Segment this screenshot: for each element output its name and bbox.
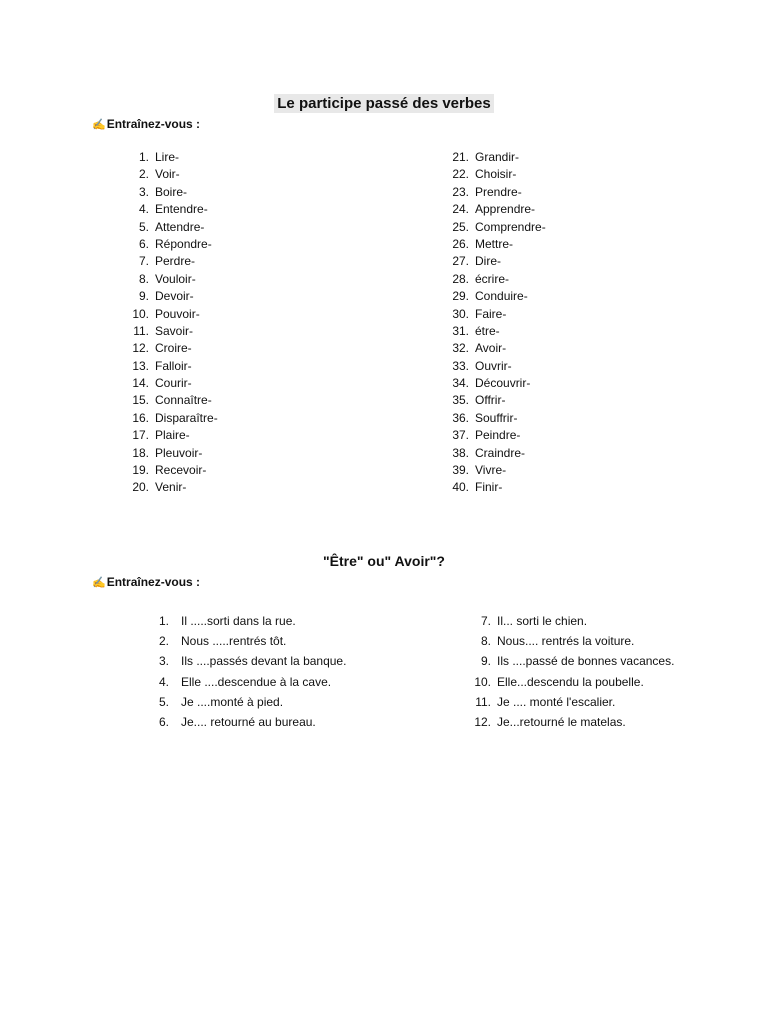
verb-item xyxy=(120,201,218,218)
verb-item-text: Recevoir- xyxy=(155,463,207,478)
verb-item xyxy=(440,253,546,270)
verb-item-number: 29. xyxy=(452,289,469,304)
verb-item xyxy=(120,358,218,375)
verb-item-number: 5. xyxy=(138,219,149,234)
verb-item xyxy=(440,392,546,409)
sentence-item-number: 8. xyxy=(480,634,491,649)
verb-item xyxy=(440,219,546,236)
verb-item xyxy=(120,219,218,236)
sentence-item-text: Je .... monté l'escalier. xyxy=(497,694,616,709)
verb-item-number: 27. xyxy=(452,254,469,269)
sentence-item xyxy=(460,672,674,692)
verb-item xyxy=(440,410,546,427)
instruction-2-text: Entraînez-vous : xyxy=(106,575,201,589)
verb-item xyxy=(440,375,546,392)
verb-list-right xyxy=(440,149,546,497)
verb-item-text: Peindre- xyxy=(475,428,521,443)
instruction-1-text: Entraînez-vous : xyxy=(106,117,201,131)
verb-item-number: 39. xyxy=(452,463,469,478)
sentence-item-text: Elle...descendu la poubelle. xyxy=(497,674,644,689)
verb-item-text: Pouvoir- xyxy=(155,306,200,321)
verb-item xyxy=(440,445,546,462)
verb-item-text: Souffrir- xyxy=(475,410,518,425)
sentence-item-number: 11. xyxy=(475,694,491,709)
verb-item-text: Offrir- xyxy=(475,393,506,408)
sentence-item xyxy=(140,712,346,732)
verb-item-text: Prendre- xyxy=(475,184,522,199)
verb-item-number: 4. xyxy=(138,202,149,217)
verb-item-text: Attendre- xyxy=(155,219,205,234)
sentence-item-number: 12. xyxy=(474,714,491,729)
verb-item-text: Avoir- xyxy=(475,341,507,356)
verb-item-text: Savoir- xyxy=(155,323,194,338)
verb-item-number: 13. xyxy=(132,358,149,373)
sentence-item-text: Nous.... rentrés la voiture. xyxy=(497,634,635,649)
verb-item xyxy=(120,410,218,427)
verb-item-number: 38. xyxy=(452,445,469,460)
verb-item-text: Comprendre- xyxy=(475,219,546,234)
sentence-item-number: 3. xyxy=(158,654,169,669)
verb-item-text: Répondre- xyxy=(155,236,212,251)
page-title-text: Le participe passé des verbes xyxy=(274,94,493,113)
verb-item-text: Faire- xyxy=(475,306,507,321)
verb-item xyxy=(120,340,218,357)
sentence-item xyxy=(140,631,346,651)
verb-item xyxy=(440,184,546,201)
sentence-item xyxy=(140,651,346,671)
sentence-item-number: 9. xyxy=(480,654,491,669)
verb-item xyxy=(440,271,546,288)
sentence-item-number: 4. xyxy=(158,674,169,689)
verb-item-text: Courir- xyxy=(155,376,192,391)
verb-item-number: 40. xyxy=(452,480,469,495)
verb-item xyxy=(120,375,218,392)
verb-item-text: Entendre- xyxy=(155,202,208,217)
verb-item xyxy=(120,323,218,340)
verb-item xyxy=(120,392,218,409)
instruction-2 xyxy=(92,575,200,589)
verb-item-number: 8. xyxy=(138,271,149,286)
verb-item xyxy=(120,462,218,479)
verb-item-number: 28. xyxy=(452,271,469,286)
sentence-item-number: 2. xyxy=(158,634,169,649)
instruction-1 xyxy=(92,117,200,131)
verb-item-number: 17. xyxy=(132,428,149,443)
sentence-item-number: 6. xyxy=(158,714,169,729)
sentence-list-left xyxy=(140,611,346,732)
sentence-item-number: 5. xyxy=(158,694,169,709)
verb-item-number: 16. xyxy=(132,410,149,425)
verb-item xyxy=(440,323,546,340)
verb-item-text: Apprendre- xyxy=(475,202,536,217)
verb-item-number: 20. xyxy=(132,480,149,495)
verb-item-text: Mettre- xyxy=(475,236,514,251)
verb-item-text: Vivre- xyxy=(475,463,507,478)
verb-item-number: 3. xyxy=(138,184,149,199)
sentence-item-text: Elle ....descendue à la cave. xyxy=(181,674,332,689)
verb-item-number: 35. xyxy=(452,393,469,408)
sentence-item-text: Il... sorti le chien. xyxy=(497,614,588,628)
verb-item xyxy=(120,479,218,496)
verb-item xyxy=(120,306,218,323)
verb-item xyxy=(120,253,218,270)
verb-item-number: 31. xyxy=(452,323,469,338)
verb-item-text: Venir- xyxy=(155,480,187,495)
verb-item-text: écrire- xyxy=(475,271,510,286)
verb-item xyxy=(440,166,546,183)
verb-item xyxy=(120,427,218,444)
sentence-item xyxy=(460,692,674,712)
verb-item-text: Plaire- xyxy=(155,428,190,443)
verb-item-number: 9. xyxy=(138,289,149,304)
verb-item-text: Vouloir- xyxy=(155,271,196,286)
verb-item-number: 15. xyxy=(132,393,149,408)
verb-item xyxy=(120,184,218,201)
verb-item xyxy=(440,288,546,305)
verb-item-number: 11. xyxy=(133,323,149,338)
verb-item-number: 30. xyxy=(452,306,469,321)
verb-item-number: 33. xyxy=(452,358,469,373)
verb-item-number: 12. xyxy=(132,341,149,356)
writing-hand-icon: ✍ xyxy=(92,119,106,131)
sentence-item-number: 10. xyxy=(474,674,491,689)
verb-item-number: 26. xyxy=(452,236,469,251)
verb-item xyxy=(440,358,546,375)
verb-item xyxy=(440,479,546,496)
sentence-list-right xyxy=(460,611,674,732)
sentence-item xyxy=(460,712,674,732)
verb-item-text: Devoir- xyxy=(155,289,194,304)
verb-item-text: Disparaître- xyxy=(155,410,218,425)
verb-item-text: Connaître- xyxy=(155,393,212,408)
verb-item xyxy=(440,306,546,323)
verb-item-text: Dire- xyxy=(475,254,501,269)
writing-hand-icon: ✍ xyxy=(92,577,106,589)
sentence-item xyxy=(460,611,674,631)
sentence-item-text: Il .....sorti dans la rue. xyxy=(181,614,296,628)
verb-item xyxy=(120,236,218,253)
verb-item-text: Conduire- xyxy=(475,289,528,304)
verb-item-number: 23. xyxy=(452,184,469,199)
section-title-etre-avoir: "Être" ou" Avoir"? xyxy=(323,553,445,569)
verb-item-text: Pleuvoir- xyxy=(155,445,203,460)
verb-item-text: Grandir- xyxy=(475,150,520,164)
verb-list-left xyxy=(120,149,218,497)
sentence-item xyxy=(460,651,674,671)
verb-item xyxy=(440,340,546,357)
verb-item-number: 25. xyxy=(452,219,469,234)
verb-item-number: 18. xyxy=(132,445,149,460)
sentence-item-text: Je...retourné le matelas. xyxy=(497,714,626,729)
verb-item-number: 36. xyxy=(452,410,469,425)
verb-item xyxy=(120,166,218,183)
verb-item-text: Finir- xyxy=(475,480,503,495)
sentence-item-text: Ils ....passés devant la banque. xyxy=(181,654,347,669)
verb-item-text: Croire- xyxy=(155,341,192,356)
sentence-item-text: Je ....monté à pied. xyxy=(181,694,284,709)
sentence-item-text: Ils ....passé de bonnes vacances. xyxy=(497,654,675,669)
verb-item xyxy=(120,149,218,166)
sentence-item xyxy=(140,611,346,631)
verb-item-number: 19. xyxy=(132,463,149,478)
sentence-item xyxy=(140,672,346,692)
verb-item-number: 1. xyxy=(138,150,149,164)
verb-item-number: 10. xyxy=(132,306,149,321)
verb-item-number: 2. xyxy=(138,167,149,182)
sentence-item-text: Nous .....rentrés tôt. xyxy=(181,634,287,649)
verb-item-number: 7. xyxy=(138,254,149,269)
verb-item-text: étre- xyxy=(475,323,500,338)
verb-item xyxy=(440,201,546,218)
sentence-item-text: Je.... retourné au bureau. xyxy=(181,714,316,729)
verb-item-number: 6. xyxy=(138,236,149,251)
verb-item-number: 22. xyxy=(452,167,469,182)
verb-item xyxy=(120,271,218,288)
verb-item-text: Perdre- xyxy=(155,254,196,269)
verb-item-number: 14. xyxy=(132,376,149,391)
verb-item xyxy=(120,445,218,462)
verb-item-text: Voir- xyxy=(155,167,180,182)
page-title xyxy=(0,95,768,112)
sentence-item xyxy=(460,631,674,651)
sentence-item xyxy=(140,692,346,712)
verb-item-number: 34. xyxy=(452,376,469,391)
sentence-item-number: 1. xyxy=(158,614,169,628)
sentence-item-number: 7. xyxy=(480,614,491,628)
verb-item-text: Falloir- xyxy=(155,358,192,373)
verb-item-number: 37. xyxy=(452,428,469,443)
verb-item xyxy=(440,462,546,479)
verb-item-number: 32. xyxy=(452,341,469,356)
verb-item-text: Lire- xyxy=(155,150,180,164)
verb-item-text: Découvrir- xyxy=(475,376,531,391)
verb-item xyxy=(440,427,546,444)
verb-item xyxy=(440,236,546,253)
verb-item xyxy=(440,149,546,166)
verb-item-text: Boire- xyxy=(155,184,188,199)
verb-item-number: 21. xyxy=(452,150,469,164)
verb-item-text: Choisir- xyxy=(475,167,517,182)
verb-item-text: Craindre- xyxy=(475,445,526,460)
verb-item-text: Ouvrir- xyxy=(475,358,512,373)
verb-item-number: 24. xyxy=(452,202,469,217)
verb-item xyxy=(120,288,218,305)
